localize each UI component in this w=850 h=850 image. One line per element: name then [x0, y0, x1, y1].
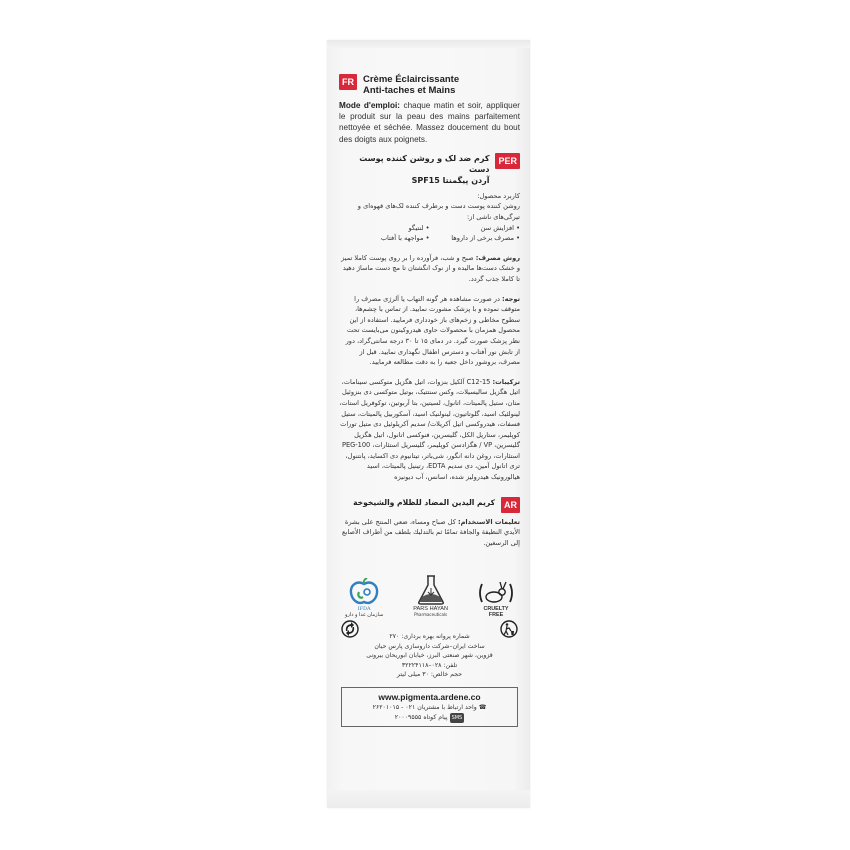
sms-icon: SMS	[451, 715, 463, 722]
cruelty-text: CRUELTY	[483, 606, 509, 613]
per-usage-heading: کاربرد محصول:	[477, 191, 520, 200]
ar-usage-text: كل صباح ومساء، ضعي المنتج على بشرة الأيدي النظيفة والجافة تمامًا ثم بالتدليك بلطف من أطراف الأصابع إلى الرسغين.	[341, 517, 520, 547]
fr-title	[363, 74, 459, 96]
ar-usage	[339, 517, 520, 549]
fr-title-line1: Crème Éclaircissante	[363, 74, 460, 85]
per-bullet: • مصرف برخی از داروها	[430, 233, 521, 244]
ifda-logo	[345, 578, 383, 618]
pars-hayan-name: PARS HAYAN	[413, 606, 449, 613]
lang-badge-per: PER	[495, 153, 520, 169]
rabbit-icon	[478, 580, 514, 606]
per-ingredients-label: ترکیبات:	[492, 377, 520, 386]
fr-usage	[339, 100, 520, 145]
ifda-apple-icon	[347, 578, 381, 606]
free-text: FREE	[488, 612, 504, 619]
per-bullet: • لنتیگو	[339, 223, 430, 234]
green-dot-recycle-icon	[341, 620, 359, 638]
package-content	[339, 74, 520, 727]
per-caution-text: در صورت مشاهده هر گونه التهاب یا آلرژی مصرف را متوقف نموده و با پزشک مشورت نمایید. از تماس با چشم‌ها، سطوح مخاطی و زخم‌های باز خودداری فرمایید. استفاده از این محصول همزمان با محصولات حاوی هیدروکینون می‌بایست تحت نظر پزشک صورت گیرد. در دمای ۱۵ تا ۳۰ درجه سانتی‌گراد، دور از تابش نور آفتاب و دسترس اطفال نگهداری نمایید. قبل از مصرف، بروشور داخل جعبه را به دقت مطالعه فرمایید.	[345, 294, 520, 367]
pars-hayan-sub: Pharmaceuticals	[414, 612, 448, 618]
pars-hayan-logo	[413, 574, 448, 618]
per-title-line2: آردن پیگمنتا SPF15	[411, 175, 490, 185]
made-by: ساخت ایران–شرکت داروسازی پارس حیان	[374, 642, 485, 650]
lang-badge-fr: FR	[339, 74, 357, 90]
ar-title: كريم اليدين المضاد للظلام والشيخوخة	[353, 497, 495, 507]
sms-line	[346, 713, 513, 723]
per-title-line1: کرم ضد لک و روشن کننده پوست دست	[359, 153, 490, 174]
certification-logos	[339, 574, 520, 618]
french-section	[339, 74, 520, 145]
fr-title-line2: Anti-taches et Mains	[363, 85, 456, 96]
net-volume: حجم خالص: ۳۰ میلی لیتر	[396, 671, 463, 679]
per-title	[339, 153, 489, 186]
sms-number: ۲۰۰۰۹۵۵۵	[394, 714, 422, 722]
license-number: شماره پروانه بهره برداری: ۲۷۰	[389, 633, 470, 641]
per-caution	[339, 294, 520, 368]
phone: تلفن: ۰۲۸–۳۲۲۲۴۱۱۸	[401, 661, 458, 669]
tidyman-icon	[500, 620, 518, 638]
per-bullet: • مواجهه با آفتاب	[339, 233, 430, 244]
support-label: واحد ارتباط با مشتریان	[417, 704, 477, 712]
per-usage-text: روشن کننده پوست دست و برطرف کننده لک‌های قهوه‌ای و تیرگی‌های ناشی از:	[357, 202, 520, 221]
website-url: www.pigmenta.ardene.co	[378, 692, 481, 703]
persian-section	[339, 153, 520, 483]
support-line	[346, 703, 513, 713]
ifda-text: IFDA	[357, 606, 371, 613]
arabic-section	[339, 497, 520, 549]
product-package-back	[327, 40, 530, 808]
address: قزوین، شهر صنعتی البرز، خیابان ابوریحان بیرونی	[366, 652, 493, 660]
per-ingredients-text: C12-15 آلکیل بنزوات، اتیل هگزیل متوکسی سینامات، اتیل هگزیل سالیسیلات، وکس سنتتیک، بوتیل متوکسی دی بنزوئیل متان، ستیل پالمیتات، اتانول، لسیتین، بتا آربوتین، توکوفریل استات، لینولئیک اسید، گلوتاتیون، لینولنیک اسید، آسکوربیل پالمیتات، ستیل فسفات، هیدروکسی اتیل آکریلات/ سدیم آکریلوئیل دی متیل تورات کوپلیمر، ستاریل الکل، گلیسرین، فنوکسی اتانول، اتیل هگزیل گلیسرین، VP / هگزادسن کوپلیمر، گلیسریل استئارات، PEG-100 استئارات، روغن دانه انگور، شی‌باتر، تیتانیوم دی اکساید، پانتنول، تری اتانول آمین، دی سدیم EDTA، رتینیل پالمیتات، اسید هیالورونیک هیدرولیز شده، اسانس، آب دیونیزه	[339, 377, 520, 482]
per-bullet-list	[339, 223, 520, 244]
bottom-seal	[327, 790, 530, 808]
per-method	[339, 253, 520, 285]
sms-label: پیام کوتاه	[423, 714, 448, 722]
fr-usage-label: Mode d'emploi:	[339, 101, 400, 110]
contact-box	[341, 687, 518, 727]
lang-badge-ar: AR	[501, 497, 520, 513]
support-phone: ۰۲۱ - ۲۶۲۰۱۰۱۵	[372, 704, 416, 712]
manufacturer-info	[339, 632, 520, 679]
per-bullet: • افزایش سن	[430, 223, 521, 234]
per-caution-label: توجه:	[502, 294, 520, 303]
per-method-text: صبح و شب، فرآورده را بر روی پوست کاملا تمیز و خشک دست‌ها مالیده و از نوک انگشتان تا مچ دست ماساژ دهید تا کاملا جذب گردد.	[341, 253, 520, 283]
ar-usage-label: تعليمات الاستخدام:	[457, 517, 520, 526]
per-usage	[339, 191, 520, 244]
ifda-caption: سازمان غذا و دارو	[345, 612, 384, 619]
per-method-label: روش مصرف:	[475, 253, 520, 262]
flask-icon	[416, 574, 446, 606]
phone-icon: ☎	[478, 704, 487, 712]
fr-usage-text: chaque matin et soir, appliquer le produit sur la peau des mains parfaitement nettoyée et séchée. Massez doucement du bout des doigts aux poignets.	[339, 101, 520, 144]
per-ingredients	[339, 377, 520, 483]
cruelty-free-logo	[478, 580, 514, 618]
top-seal	[327, 40, 530, 48]
